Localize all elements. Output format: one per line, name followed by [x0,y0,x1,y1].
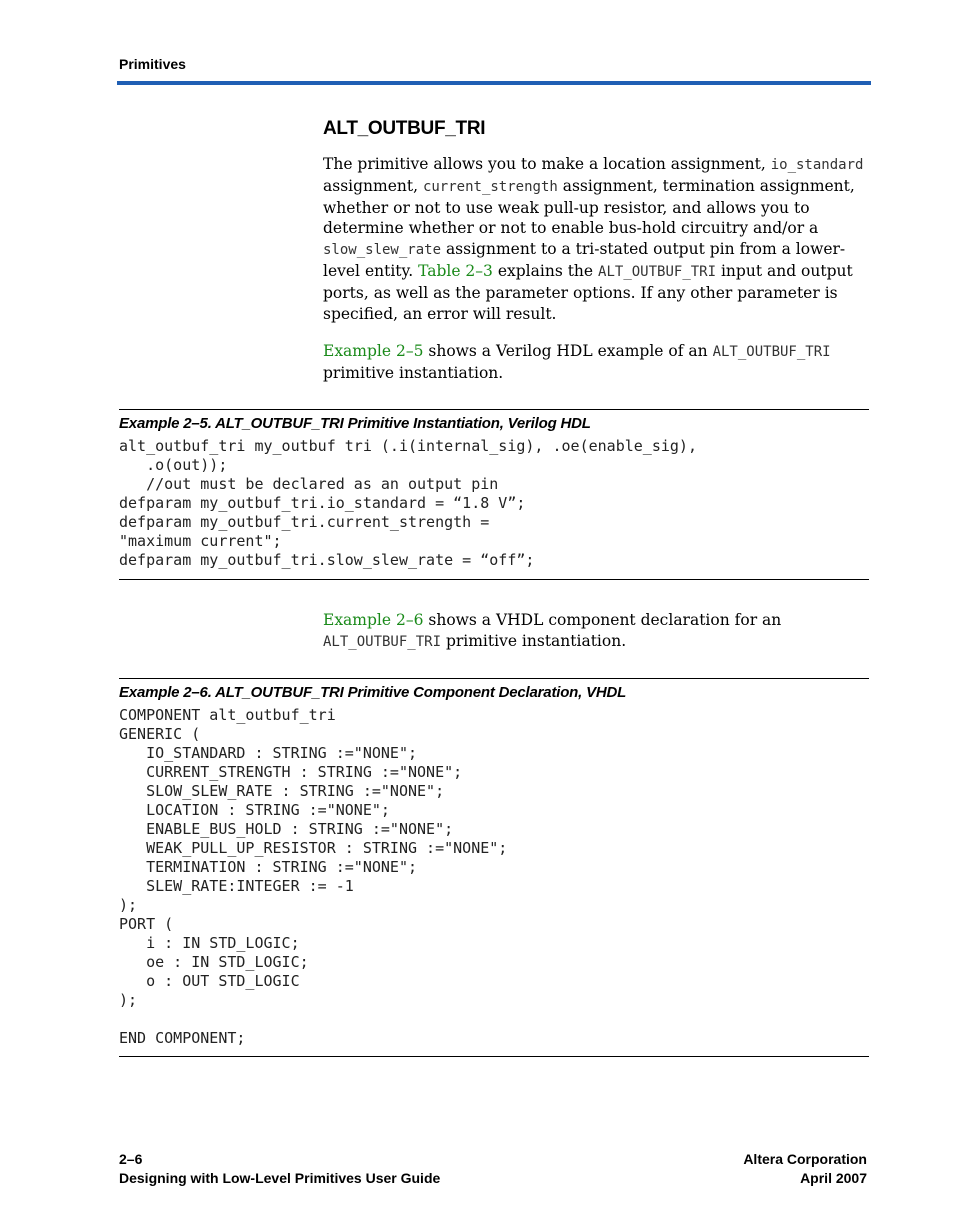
guide-title: Designing with Low-Level Primitives User Guide [119,1170,441,1186]
text-span: assignment, termination assignment, whether or not to use weak pull-up resistor, and allows you to determine whether or not to enable bus-hold circuitry and/or a [323,176,855,238]
example-top-rule [119,409,869,410]
example-2-5-link[interactable]: Example 2–5 [323,342,424,360]
footer-right [743,1150,867,1188]
example-bottom-rule [119,579,869,580]
example-top-rule [119,678,869,679]
code-term: io_standard [770,157,864,173]
text-span: primitive instantiation. [323,363,504,382]
text-span: explains the [492,261,599,280]
verilog-code-block: alt_outbuf_tri my_outbuf tri (.i(internal_sig), .oe(enable_sig), .o(out)); //out must be declared as an output pin defparam my_outbuf_tri.io_standard = “1.8 V”; defparam my_outbuf_tri.current_strength = "maximum current"; defparam my_outbuf_tri.slow_slew_rate = “off”; [119,437,697,569]
page-number: 2–6 [119,1151,143,1167]
text-span: assignment to a tri-stated output pin from a lower-level entity. [323,240,846,280]
section-title: ALT_OUTBUF_TRI [323,118,486,139]
running-head: Primitives [119,56,186,72]
code-term: ALT_OUTBUF_TRI [323,633,442,650]
company-name: Altera Corporation [743,1151,867,1167]
example-2-5-caption: Example 2–5. ALT_OUTBUF_TRI Primitive Instantiation, Verilog HDL [119,415,591,432]
text-span: primitive instantiation. [441,631,627,650]
footer-left [119,1150,440,1188]
text-span: shows a Verilog HDL example of an [423,342,713,360]
example-2-6-caption: Example 2–6. ALT_OUTBUF_TRI Primitive Component Declaration, VHDL [119,684,627,701]
code-term: slow_slew_rate [323,242,442,259]
table-2-3-link[interactable]: Table 2–3 [418,261,493,280]
text-span: shows a VHDL component declaration for an [423,611,782,629]
paragraph-vhdl-intro [323,610,871,653]
code-term: ALT_OUTBUF_TRI [712,344,831,360]
paragraph-example-intro [323,341,871,384]
text-span: assignment, [323,176,423,195]
code-term: current_strength [422,178,558,195]
text-span: The primitive allows you to make a location assignment, [323,155,771,173]
example-2-6-link[interactable]: Example 2–6 [323,611,424,629]
paragraph-description [323,154,871,324]
vhdl-code-block: COMPONENT alt_outbuf_tri GENERIC ( IO_STANDARD : STRING :="NONE"; CURRENT_STRENGTH : STRING :="NONE"; SLOW_SLEW_RATE : STRING :="NONE"; LOCATION : STRING :="NONE"; ENABLE_BUS_HOLD : STRING :="NONE"; WEAK_PULL_UP_RESISTOR : STRING :="NONE"; TERMINATION : STRING :="NONE"; SLEW_RATE:INTEGER := -1 ); PORT ( i : IN STD_LOGIC; oe : IN STD_LOGIC; o : OUT STD_LOGIC ); END COMPONENT; [119,706,508,1047]
example-bottom-rule [119,1056,869,1057]
code-term: ALT_OUTBUF_TRI [598,263,717,280]
publication-date: April 2007 [800,1170,867,1186]
header-rule [117,81,871,85]
text-span: input and output ports, as well as the parameter options. If any other parameter is specified, an error will result. [323,261,853,323]
